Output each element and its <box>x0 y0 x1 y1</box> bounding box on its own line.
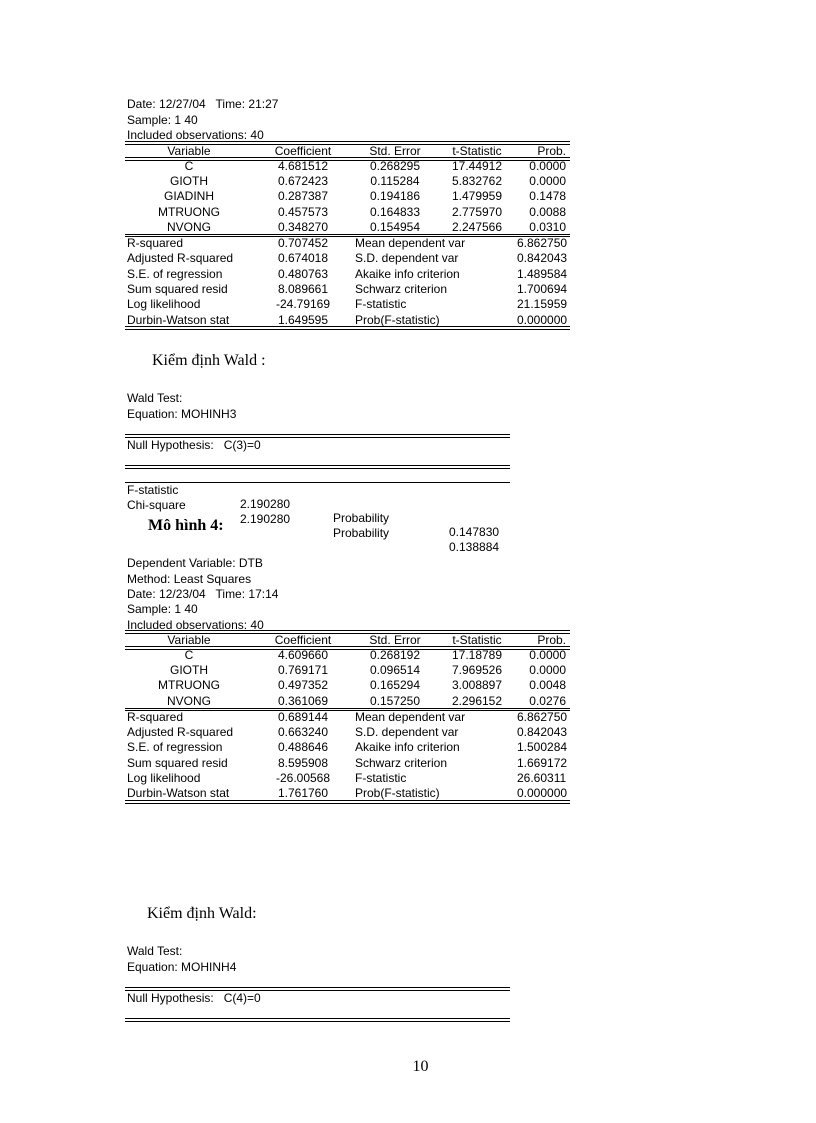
stat-value: 1.700694 <box>517 282 568 297</box>
stat-value: 1.500284 <box>517 740 568 755</box>
wald3-row-prob-label: Probability <box>333 511 390 525</box>
table-cell: NVONG <box>166 693 211 708</box>
stat-value: 1.669172 <box>517 755 568 770</box>
stats-row <box>125 755 570 770</box>
stats-row <box>125 770 570 785</box>
table-cell: 0.0088 <box>529 204 566 219</box>
wald3-equation: Equation: MOHINH3 <box>127 407 237 421</box>
stat-label: Sum squared resid <box>127 755 228 770</box>
stat-label: Adjusted R-squared <box>127 251 234 266</box>
table-cell: 0.115284 <box>370 173 420 188</box>
table-cell: 0.0000 <box>529 662 566 677</box>
model4-sample-line: Sample: 1 40 <box>127 602 198 616</box>
stat-value: 0.000000 <box>517 312 568 327</box>
column-header: Variable <box>167 633 211 647</box>
wald3-row-value: 2.190280 <box>240 497 291 511</box>
stat-label: F-statistic <box>355 297 407 312</box>
stat-label: S.D. dependent var <box>355 251 459 266</box>
table-row <box>125 693 570 709</box>
table-cell: MTRUONG <box>158 204 220 219</box>
wald3-row-rule <box>125 482 510 483</box>
wald4-equation: Equation: MOHINH4 <box>127 960 237 974</box>
column-header: Std. Error <box>369 144 421 158</box>
page-number: 10 <box>412 1058 429 1075</box>
stat-value: 8.595908 <box>277 755 329 770</box>
stat-value: 0.842043 <box>517 725 568 740</box>
table-row <box>125 173 570 188</box>
table-cell: 0.361069 <box>277 693 329 708</box>
column-header: t-Statistic <box>452 633 502 647</box>
stats-row <box>125 709 570 725</box>
table-cell: 0.1478 <box>529 189 566 204</box>
stat-value: 0.689144 <box>253 709 353 725</box>
stat-label: R-squared <box>125 709 253 725</box>
stat-value: 0.000000 <box>517 786 568 801</box>
wald3-title: Wald Test: <box>127 391 183 405</box>
table-cell: 1.479959 <box>451 189 503 204</box>
table-row <box>125 662 570 677</box>
table-cell: NVONG <box>166 219 211 234</box>
table-cell: 0.157250 <box>369 693 421 708</box>
table-cell: 0.0000 <box>529 158 566 173</box>
table-cell: 0.769171 <box>277 662 329 677</box>
wald3-row-prob-value: 0.138884 <box>449 540 500 554</box>
table-cell: 0.348270 <box>277 219 329 234</box>
stat-label: R-squared <box>125 235 253 251</box>
table-cell: 0.287387 <box>277 189 329 204</box>
table-cell: 0.194186 <box>369 189 421 204</box>
table-cell: GIOTH <box>170 662 208 677</box>
wald4-null-hypothesis: Null Hypothesis: C(4)=0 <box>127 991 261 1005</box>
stats-row <box>125 251 570 266</box>
table-header-row <box>125 633 570 647</box>
model3-obs-line: Included observations: 40 <box>127 128 264 142</box>
stats-row <box>125 266 570 281</box>
model4-regression-table <box>125 633 570 801</box>
stat-label: Mean dependent var <box>353 709 517 725</box>
stat-value: 0.488646 <box>277 740 329 755</box>
stat-value: 26.60311 <box>517 771 567 786</box>
stat-value: 6.862750 <box>517 709 570 725</box>
column-header: Coefficient <box>274 144 332 158</box>
stat-label: Akaike info criterion <box>355 266 460 281</box>
model4-heading: Mô hình 4: <box>148 517 224 534</box>
stats-row <box>125 786 570 801</box>
model4-bottom-rule <box>125 800 570 804</box>
table-cell: 17.44912 <box>451 158 503 173</box>
table-header-row <box>125 144 570 158</box>
stat-label: Akaike info criterion <box>355 740 460 755</box>
stats-row <box>125 740 570 755</box>
stat-value: 0.663240 <box>277 725 329 740</box>
table-cell: 0.0000 <box>529 173 566 188</box>
stats-row <box>125 312 570 327</box>
table-cell: 7.969526 <box>451 662 503 677</box>
table-cell: 0.096514 <box>369 662 421 677</box>
stats-row <box>125 281 570 296</box>
table-cell: 0.268295 <box>369 158 421 173</box>
model4-header-rule <box>125 646 570 650</box>
column-header: Std. Error <box>369 633 421 647</box>
stat-value: -24.79169 <box>275 297 331 312</box>
model3-bottom-rule <box>125 326 570 330</box>
stat-label: S.E. of regression <box>127 740 223 755</box>
table-cell: 0.497352 <box>277 678 329 693</box>
table-cell: 0.165294 <box>369 678 421 693</box>
stat-value: 0.707452 <box>253 235 353 251</box>
wald4-title: Wald Test: <box>127 944 183 958</box>
stat-value: 8.089661 <box>277 282 329 297</box>
table-cell: 0.457573 <box>277 204 329 219</box>
stat-label: Adjusted R-squared <box>127 725 234 740</box>
wald3-heading: Kiểm định Wald : <box>152 352 266 369</box>
model3-date-line: Date: 12/27/04 Time: 21:27 <box>127 97 279 111</box>
table-cell: GIADINH <box>163 189 214 204</box>
stats-row <box>125 297 570 312</box>
table-cell: 0.0310 <box>529 219 566 234</box>
table-cell: 0.0276 <box>529 693 566 708</box>
stat-label: S.D. dependent var <box>355 725 459 740</box>
wald3-row-prob-label: Probability <box>333 526 390 540</box>
table-cell: 0.0048 <box>529 678 566 693</box>
stat-value: 1.649595 <box>277 312 329 327</box>
column-header: Variable <box>167 144 211 158</box>
wald3-row-label: F-statistic <box>127 483 179 497</box>
column-header: Coefficient <box>274 633 332 647</box>
wald3-row-value: 2.190280 <box>240 512 291 526</box>
model4-mid-rule <box>125 710 570 711</box>
stat-label: Sum squared resid <box>127 282 228 297</box>
stat-value: 1.761760 <box>277 786 329 801</box>
table-cell: 3.008897 <box>451 678 503 693</box>
table-cell: 17.18789 <box>451 647 503 662</box>
table-cell: 4.609660 <box>277 647 329 662</box>
model3-sample-line: Sample: 1 40 <box>127 113 198 127</box>
column-header: Prob. <box>537 633 566 647</box>
table-cell: 0.0000 <box>529 647 566 662</box>
model4-date-line: Date: 12/23/04 Time: 17:14 <box>127 587 279 601</box>
stat-label: Schwarz criterion <box>355 755 448 770</box>
stat-value: 1.489584 <box>517 266 568 281</box>
stats-row <box>125 235 570 251</box>
model4-dep-line: Dependent Variable: DTB <box>127 556 263 570</box>
table-cell: C <box>184 647 194 662</box>
table-cell: GIOTH <box>170 173 208 188</box>
column-header: t-Statistic <box>452 144 502 158</box>
stat-label: Prob(F-statistic) <box>355 786 440 801</box>
stat-value: 0.674018 <box>277 251 329 266</box>
stat-label: S.E. of regression <box>127 266 223 281</box>
stat-label: Prob(F-statistic) <box>355 312 440 327</box>
stats-row <box>125 724 570 739</box>
stat-label: Log likelihood <box>127 297 201 312</box>
table-cell: 4.681512 <box>277 158 329 173</box>
stat-value: -26.00568 <box>275 771 331 786</box>
wald3-row-label: Chi-square <box>127 498 186 512</box>
stat-label: Durbin-Watson stat <box>127 786 230 801</box>
model3-mid-rule <box>125 236 570 237</box>
table-cell: 0.268192 <box>369 647 421 662</box>
model4-method-line: Method: Least Squares <box>127 572 252 586</box>
table-cell: 5.832762 <box>451 173 503 188</box>
stat-label: Durbin-Watson stat <box>127 312 230 327</box>
stat-label: Schwarz criterion <box>355 282 448 297</box>
table-cell: 2.296152 <box>451 693 503 708</box>
stat-label: Log likelihood <box>127 771 201 786</box>
table-cell: MTRUONG <box>158 678 220 693</box>
table-cell: 0.164833 <box>369 204 421 219</box>
stat-value: 0.842043 <box>517 251 568 266</box>
stat-value: 21.15959 <box>517 297 568 312</box>
wald4-heading: Kiểm định Wald: <box>147 905 257 922</box>
table-cell: 2.247566 <box>451 219 503 234</box>
table-row <box>125 219 570 235</box>
stat-label: F-statistic <box>355 771 407 786</box>
table-row <box>125 678 570 693</box>
wald3-null-hypothesis: Null Hypothesis: C(3)=0 <box>127 438 261 452</box>
stat-value: 0.480763 <box>277 266 329 281</box>
model3-header-rule <box>125 157 570 161</box>
stat-value: 6.862750 <box>517 235 570 251</box>
table-cell: C <box>184 158 194 173</box>
table-row <box>125 204 570 219</box>
column-header: Prob. <box>537 144 566 158</box>
wald4-bottom-rule <box>125 1018 510 1022</box>
wald3-mid-rule <box>125 465 510 469</box>
model4-obs-line: Included observations: 40 <box>127 618 264 632</box>
wald3-row-prob-value: 0.147830 <box>449 525 500 539</box>
table-cell: 0.154954 <box>369 219 421 234</box>
table-cell: 0.672423 <box>277 173 329 188</box>
table-cell: 2.775970 <box>451 204 503 219</box>
table-row <box>125 189 570 204</box>
stat-label: Mean dependent var <box>353 235 517 251</box>
